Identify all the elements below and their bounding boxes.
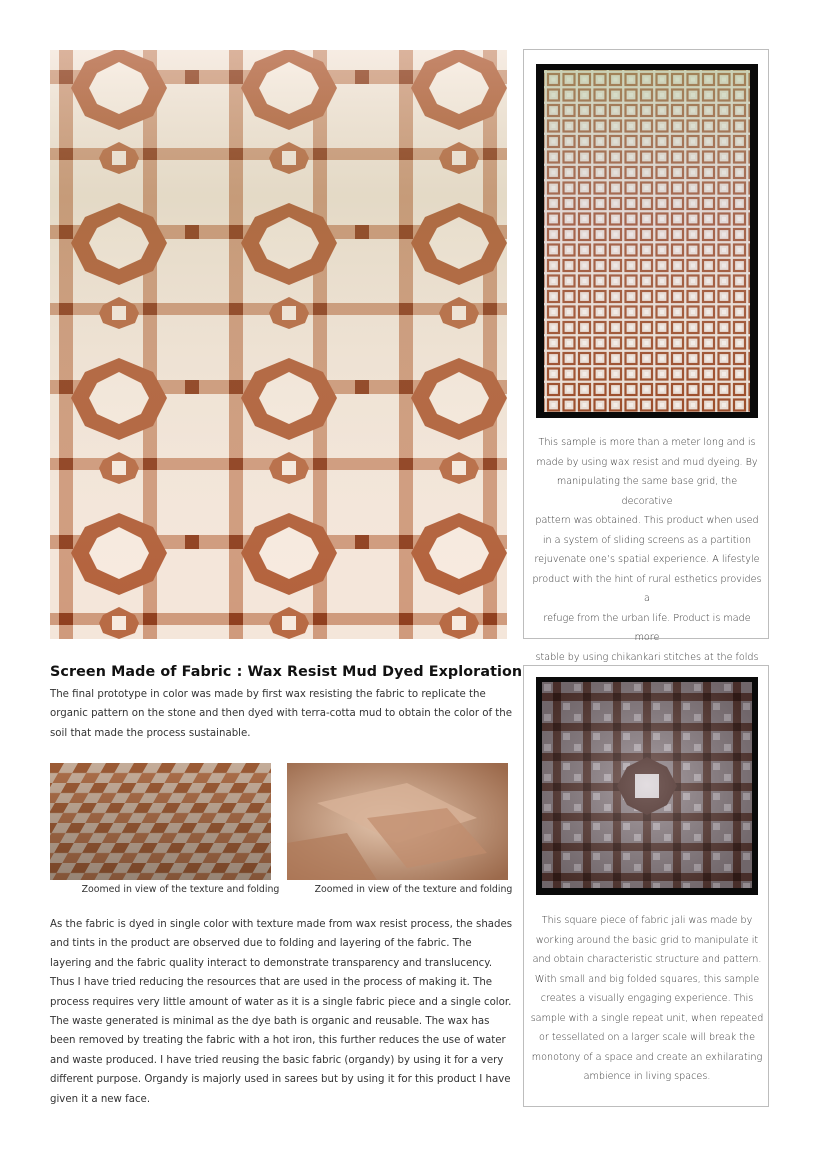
thumbnail-caption-1: Zoomed in view of the texture and folding [81, 884, 280, 895]
texture-thumbnail-2 [287, 763, 508, 880]
tall-sample-caption: This sample is more than a meter long and is made by using wax resist and mud dyeing. By manipulating the same base grid, the decorative pattern was obtained. This product when used in a system of sliding screens as a partition rejuvenate one’s spatial experience. A lifestyle product with the hint of rural esthetics provides a refuge from the urban life. Product is made more stable by using chikankari stitches at the folds [532, 437, 762, 663]
section-intro: The final prototype in color was made by first wax resisting the fabric to replicate the organic pattern on the stone and then dyed with terra-cotta mud to obtain the color of the soil that made the process sustainable. [50, 689, 513, 739]
tall-screen-photo [536, 64, 758, 418]
sample-card-tall [523, 49, 769, 663]
section-title: Screen Made of Fabric : Wax Resist Mud Dyed Exploration [50, 664, 523, 680]
square-sample-caption: This square piece of fabric jali was made by working around the basic grid to manipulate it and obtain characteristic structure and pattern. With small and big folded squares, this sample creates a visually engaging experience. This sample with a single repeat unit, when repeated or tessellated on a larger scale will break the monotony of a space and create an exhilarating ambience in living spaces. [530, 915, 764, 1082]
thumbnail-caption-2: Zoomed in view of the texture and folding [314, 884, 513, 895]
square-jali-photo [536, 677, 758, 895]
texture-thumbnail-1 [50, 763, 271, 880]
main-fabric-photo [50, 50, 507, 639]
sample-card-square [523, 665, 769, 1107]
body-paragraph: As the fabric is dyed in single color with texture made from wax resist process, the shades and tints in the product are observed due to folding and layering of the fabric. The layering and the fabric quality interact to demonstrate transparency and translucency. Thus I have tried reducing the resources that are used in the process of making it. The process requires very little amount of water as it is a single fabric piece and a single color. The waste generated is minimal as the dye bath is organic and reusable. The wax has been removed by treating the fabric with a hot iron, this further reduces the use of water and waste produced. I have tried reusing the basic fabric (organdy) by using it for a very different purpose. Organdy is majorly used in sarees but by using it for this product I have given it a new face. [50, 919, 513, 1105]
